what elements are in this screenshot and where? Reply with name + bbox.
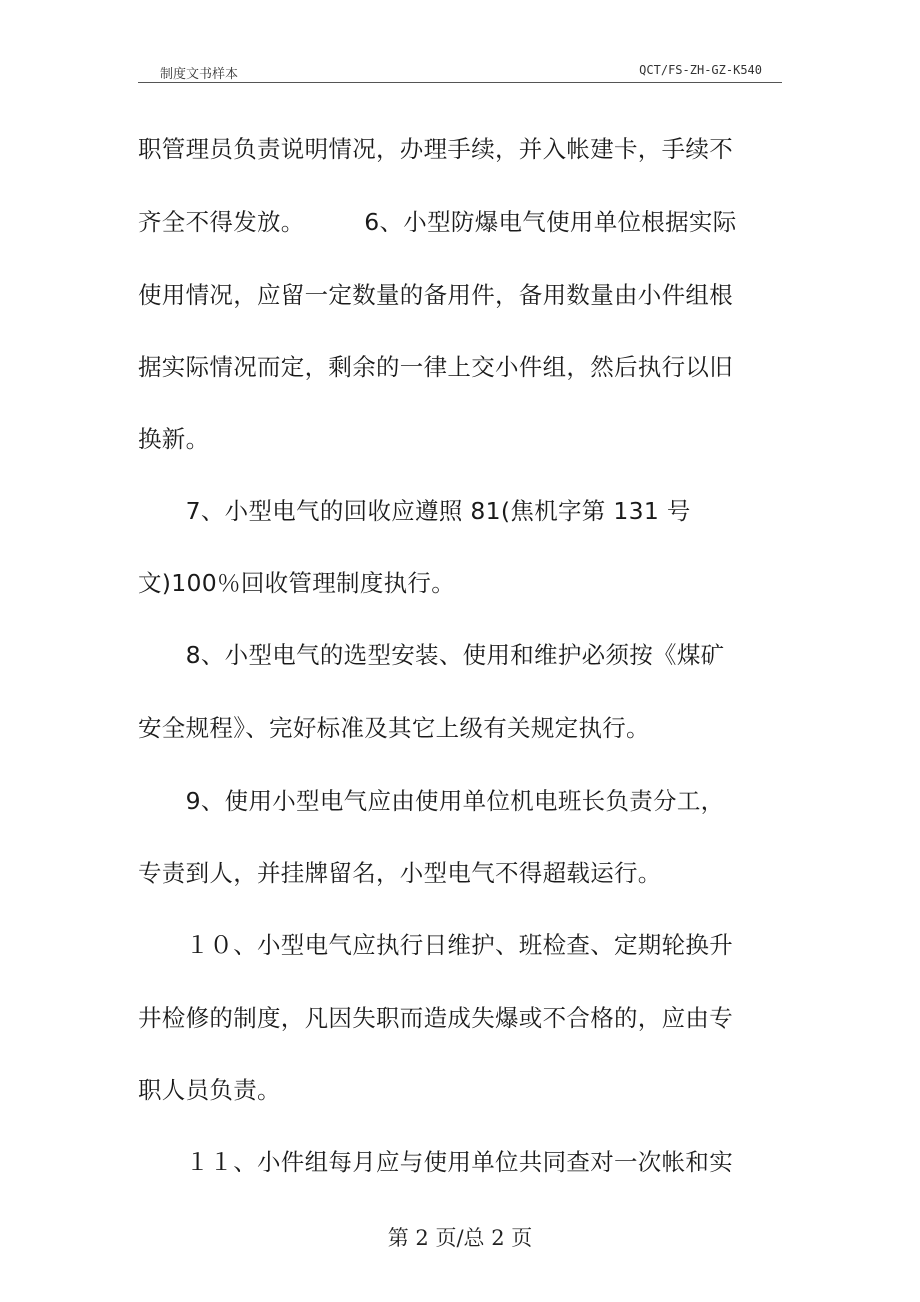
body-line: 井检修的制度，凡因失职而造成失爆或不合格的，应由专 — [138, 1004, 733, 1032]
page-header — [138, 60, 782, 83]
body-line: 使用情况，应留一定数量的备用件，备用数量由小件组根 — [138, 281, 733, 309]
body-line: 齐全不得发放。 6、小型防爆电气使用单位根据实际 — [138, 208, 737, 236]
body-line: 换新。 — [138, 425, 210, 453]
body-line: 9、使用小型电气应由使用单位机电班长负责分工， — [138, 787, 725, 815]
header-doc-code: QCT/FS-ZH-GZ-K540 — [639, 63, 762, 77]
body-line: 职人员负责。 — [138, 1076, 281, 1104]
body-line: １０、小型电气应执行日维护、班检查、定期轮换升 — [138, 931, 733, 959]
body-line: 安全规程》、完好标准及其它上级有关规定执行。 — [138, 714, 650, 742]
body-line: 专责到人，并挂牌留名，小型电气不得超载运行。 — [138, 859, 662, 887]
body-line: 据实际情况而定，剩余的一律上交小件组，然后执行以旧 — [138, 353, 733, 381]
body-line: 8、小型电气的选型安装、使用和维护必须按《煤矿 — [138, 641, 725, 669]
body-line: 职管理员负责说明情况，办理手续，并入帐建卡，手续不 — [138, 135, 733, 163]
body-line: １１、小件组每月应与使用单位共同查对一次帐和实 — [138, 1148, 733, 1176]
page-number-footer: 第 2 页/总 2 页 — [387, 1226, 533, 1250]
body-line: 7、小型电气的回收应遵照 81(焦机字第 131 号 — [138, 497, 691, 525]
header-doc-type: 制度文书样本 — [160, 67, 239, 82]
body-line: 文)100％回收管理制度执行。 — [138, 569, 456, 597]
